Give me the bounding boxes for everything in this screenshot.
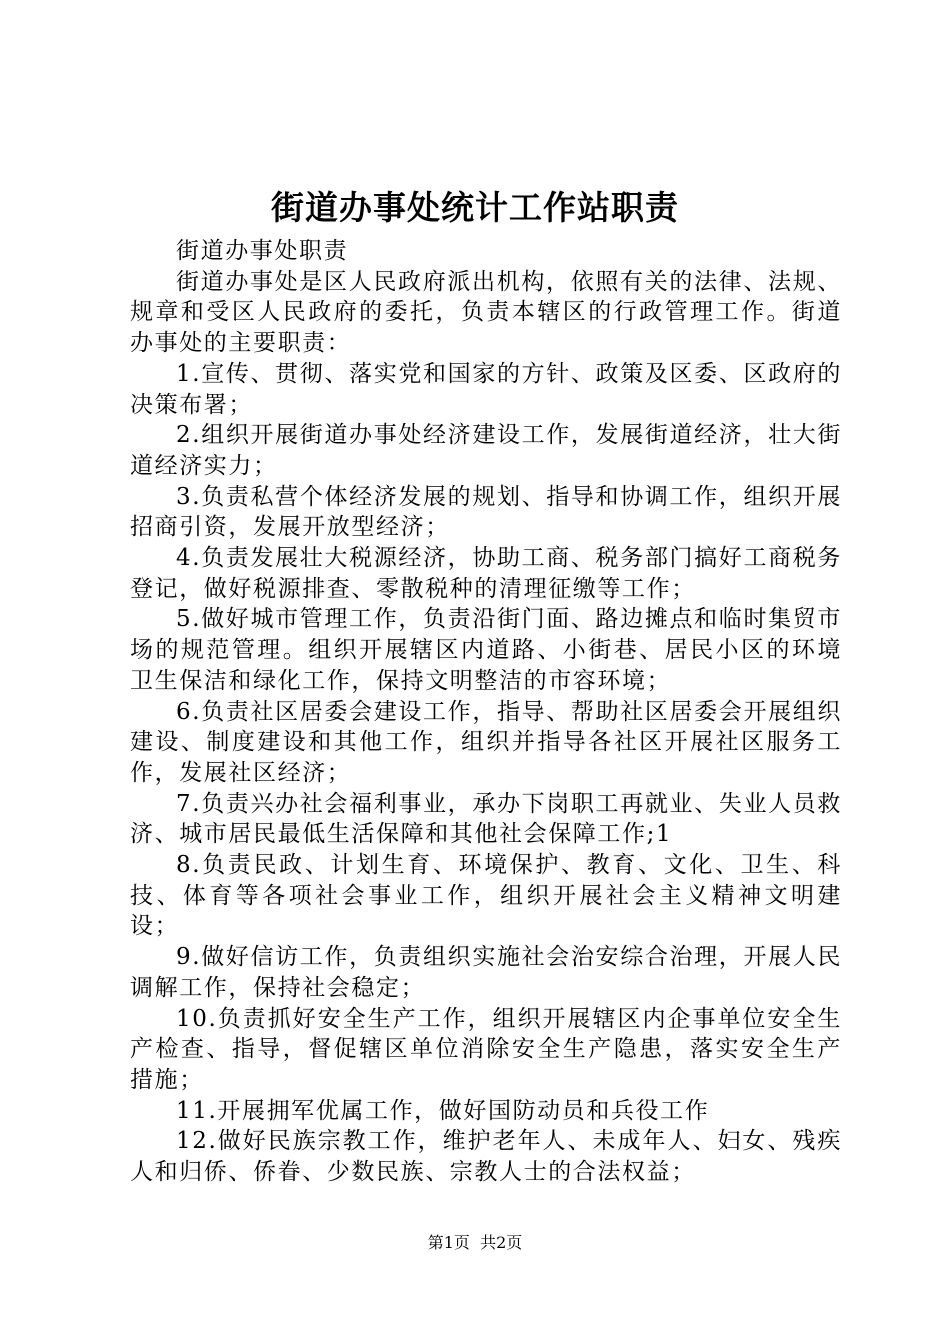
paragraph: 11.开展拥军优属工作，做好国防动员和兵役工作 [176, 1097, 710, 1124]
page-footer [0, 1232, 950, 1254]
document-title: 街道办事处统计工作站职责 [271, 188, 679, 227]
paragraph: 7.负责兴办社会福利事业，承办下岗职工再就业、失业人员救济、城市居民最低生活保障和其他社会保障工作;1 [130, 790, 842, 848]
paragraph: 4.负责发展壮大税源经济，协助工商、税务部门搞好工商税务登记，做好税源排查、零散税种的清理征缴等工作； [130, 545, 842, 602]
paragraph: 9.做好信访工作，负责组织实施社会治安综合治理，开展人民调解工作，保持社会稳定； [130, 944, 842, 1001]
paragraph: 12.做好民族宗教工作，维护老年人、未成年人、妇女、残疾人和归侨、侨眷、少数民族、宗教人士的合法权益； [130, 1128, 842, 1186]
paragraph: 街道办事处是区人民政府派出机构，依照有关的法律、法规、规章和受区人民政府的委托，负责本辖区的行政管理工作。街道办事处的主要职责： [130, 268, 842, 357]
paragraph: 2.组织开展街道办事处经济建设工作，发展街道经济，壮大街道经济实力； [130, 422, 842, 479]
paragraph: 10.负责抓好安全生产工作，组织开展辖区内企事单位安全生产检查、指导，督促辖区单位消除安全生产隐患，落实安全生产措施； [130, 1005, 842, 1093]
page-number: 第1页 共2页 [427, 1233, 523, 1252]
paragraph: 街道办事处职责 [176, 238, 349, 264]
paragraph: 5.做好城市管理工作，负责沿街门面、路边摊点和临时集贸市场的规范管理。组织开展辖区内道路、小街巷、居民小区的环境卫生保洁和绿化工作，保持文明整洁的市容环境； [130, 606, 842, 694]
document-body [130, 236, 842, 1188]
paragraph: 8.负责民政、计划生育、环境保护、教育、文化、卫生、科技、体育等各项社会事业工作，组织开展社会主义精神文明建设； [130, 852, 842, 940]
paragraph: 3.负责私营个体经济发展的规划、指导和协调工作，组织开展招商引资，发展开放型经济； [130, 483, 842, 541]
paragraph: 1.宣传、贯彻、落实党和国家的方针、政策及区委、区政府的决策布署； [130, 360, 842, 418]
paragraph: 6.负责社区居委会建设工作，指导、帮助社区居委会开展组织建设、制度建设和其他工作，组织并指导各社区开展社区服务工作，发展社区经济； [130, 698, 842, 786]
